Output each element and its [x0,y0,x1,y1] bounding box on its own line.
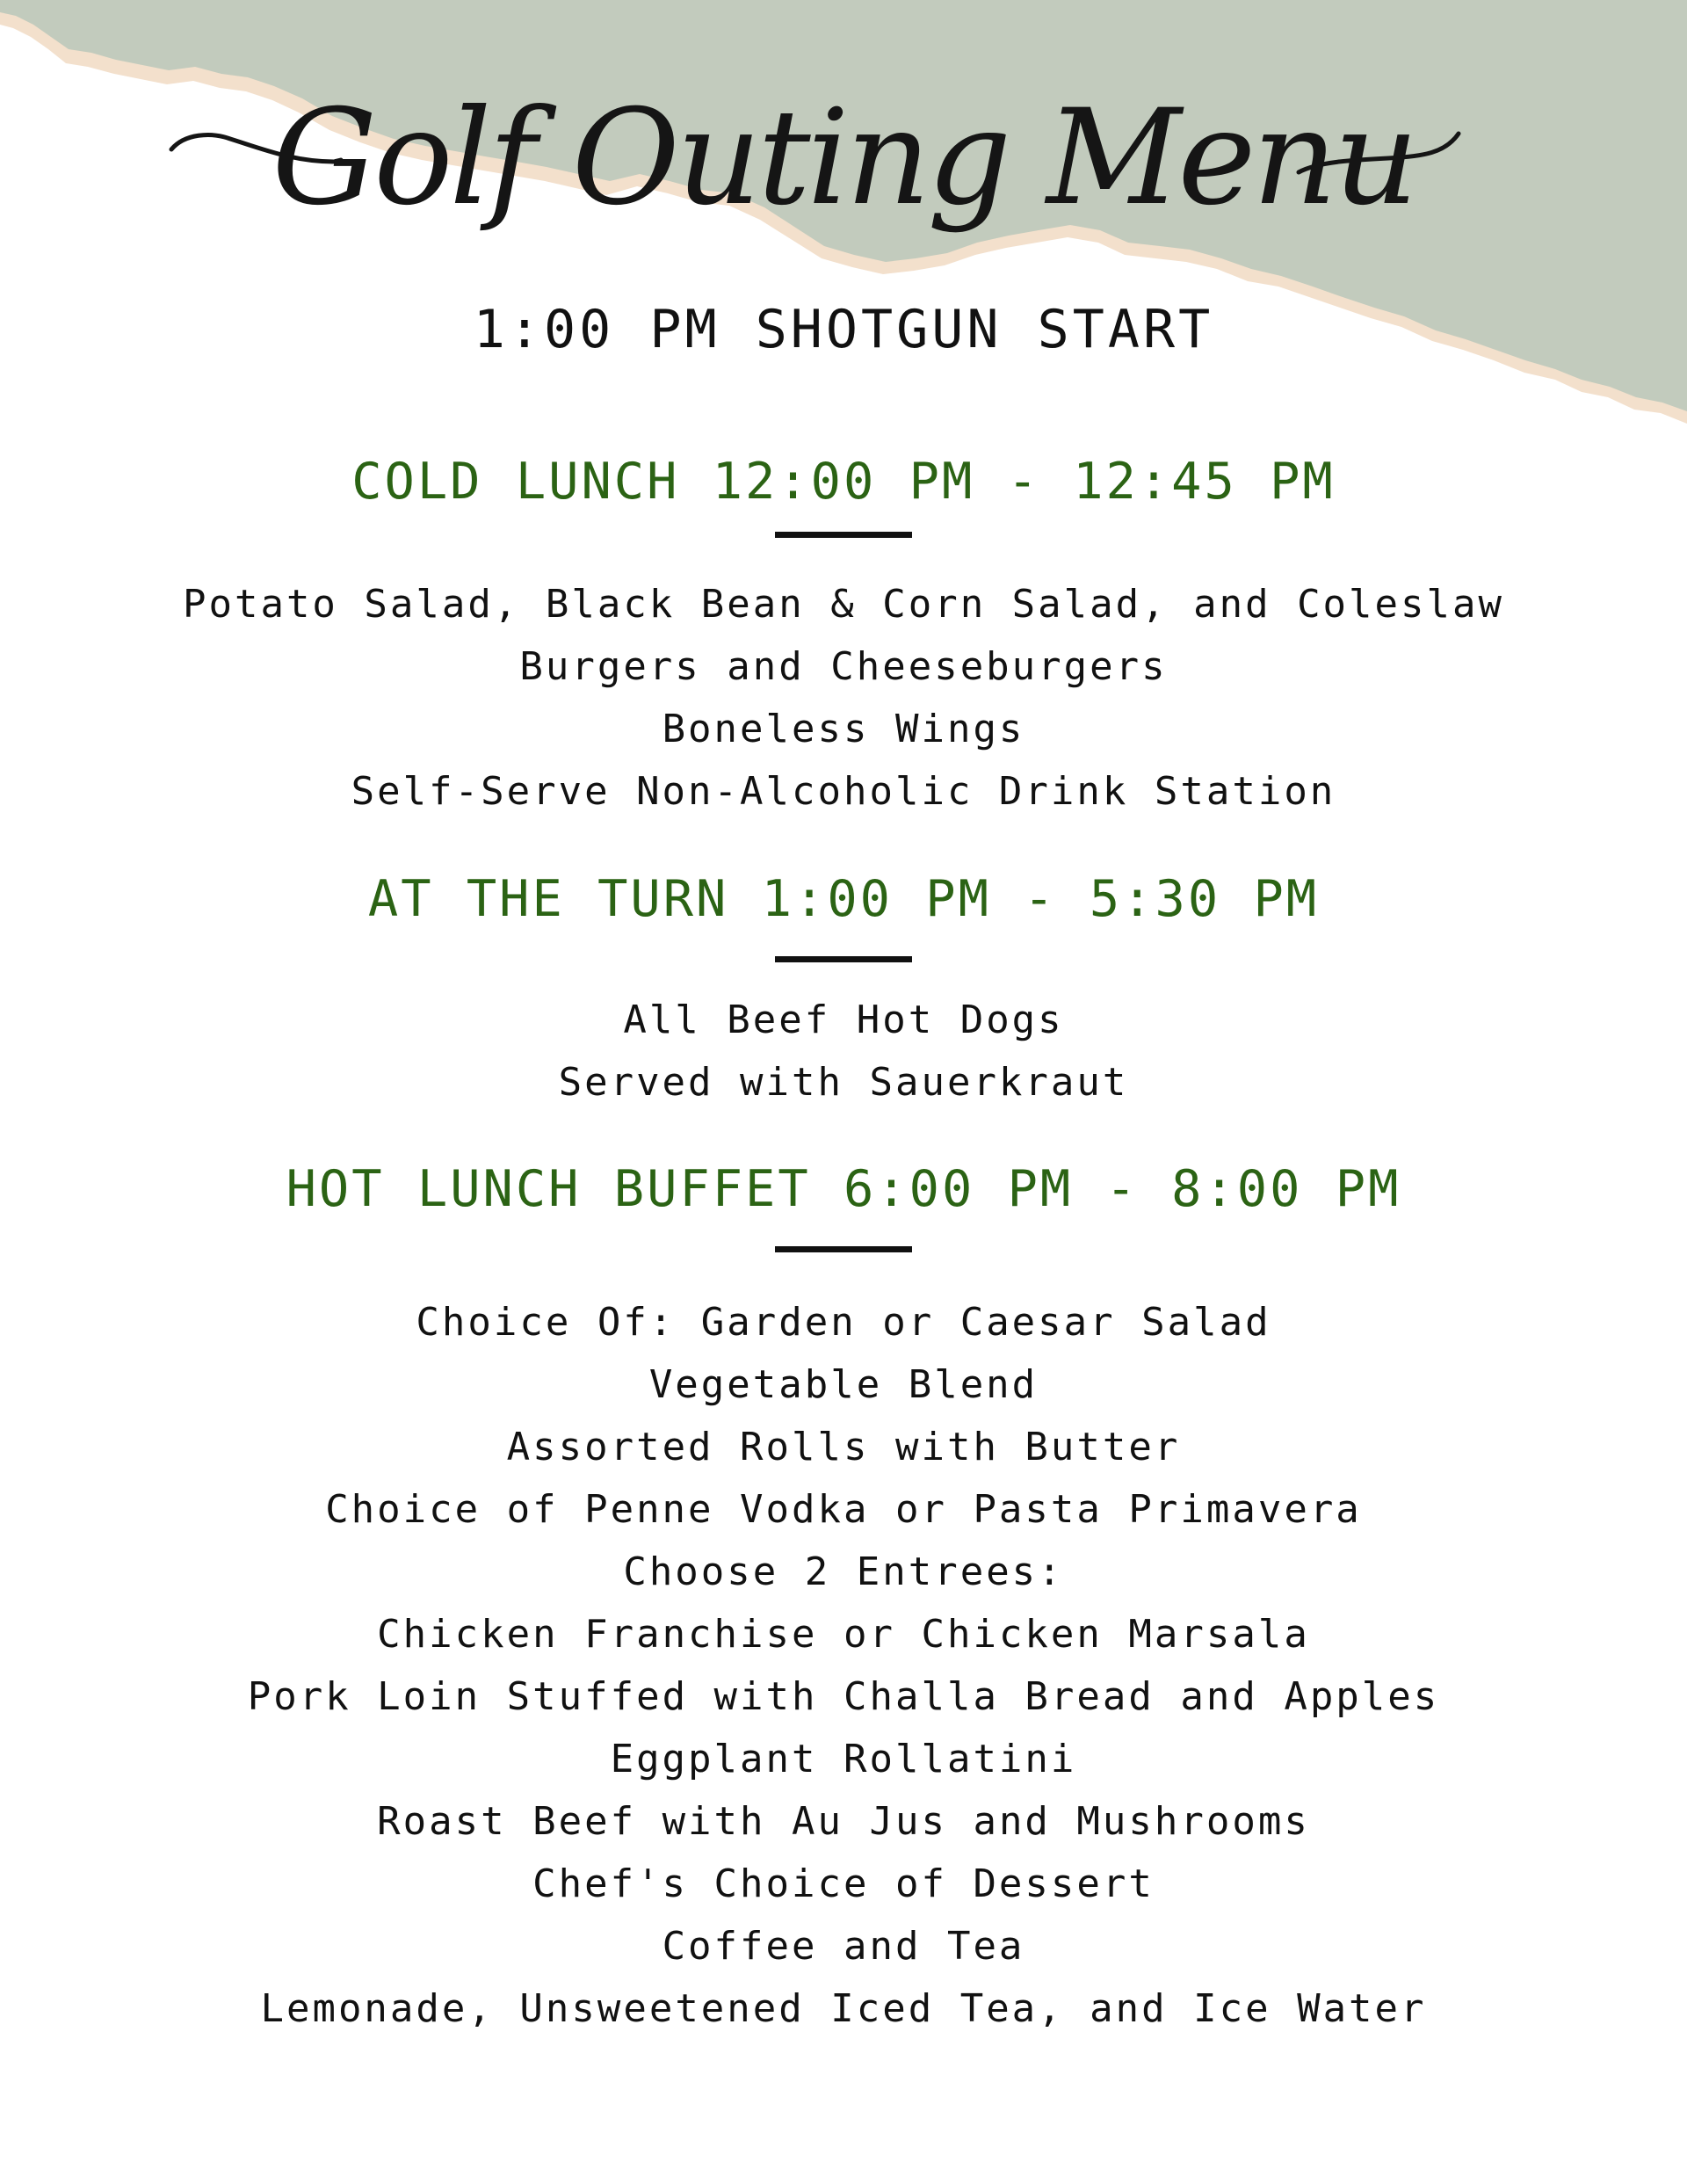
section-hot-lunch-buffet [0,1158,1687,2040]
menu-item: Lemonade, Unsweetened Iced Tea, and Ice Water [260,1986,1427,2031]
section-heading: HOT LUNCH BUFFET 6:00 PM - 8:00 PM [286,1160,1401,1218]
menu-item: Vegetable Blend [648,1362,1039,1407]
title-block [0,53,1687,281]
menu-title: Golf Outing Menu [272,82,1415,235]
menu-item: Eggplant Rollatini [610,1737,1077,1781]
menu-item: Pork Loin Stuffed with Challa Bread and Apples [247,1674,1440,1719]
section-divider [775,1246,912,1252]
menu-item: Assorted Rolls with Butter [506,1425,1181,1469]
section-cold-lunch [0,451,1687,823]
menu-item: Choose 2 Entrees: [623,1549,1064,1594]
section-at-the-turn [0,868,1687,1114]
menu-item: Chicken Franchise or Chicken Marsala [377,1612,1310,1657]
menu-item: Coffee and Tea [662,1924,1025,1969]
section-divider [775,532,912,538]
menu-item: All Beef Hot Dogs [623,998,1064,1042]
menu-item-list [0,989,1687,1114]
menu-item: Boneless Wings [662,707,1025,751]
menu-item: Choice Of: Garden or Caesar Salad [416,1300,1271,1345]
menu-item-list [0,573,1687,823]
menu-item: Burgers and Cheeseburgers [519,644,1168,689]
menu-item-list [0,1291,1687,2040]
menu-item: Choice of Penne Vodka or Pasta Primavera [325,1487,1362,1532]
menu-item: Served with Sauerkraut [558,1060,1129,1105]
menu-item: Potato Salad, Black Bean & Corn Salad, and Coleslaw [182,582,1504,627]
start-time-subtitle: 1:00 PM SHOTGUN START [473,299,1214,360]
menu-item: Self-Serve Non-Alcoholic Drink Station [351,769,1336,814]
section-heading: AT THE TURN 1:00 PM - 5:30 PM [367,870,1320,928]
menu-item: Roast Beef with Au Jus and Mushrooms [377,1799,1310,1844]
section-divider [775,956,912,962]
menu-item: Chef's Choice of Dessert [532,1861,1155,1906]
section-heading: COLD LUNCH 12:00 PM - 12:45 PM [351,453,1336,511]
